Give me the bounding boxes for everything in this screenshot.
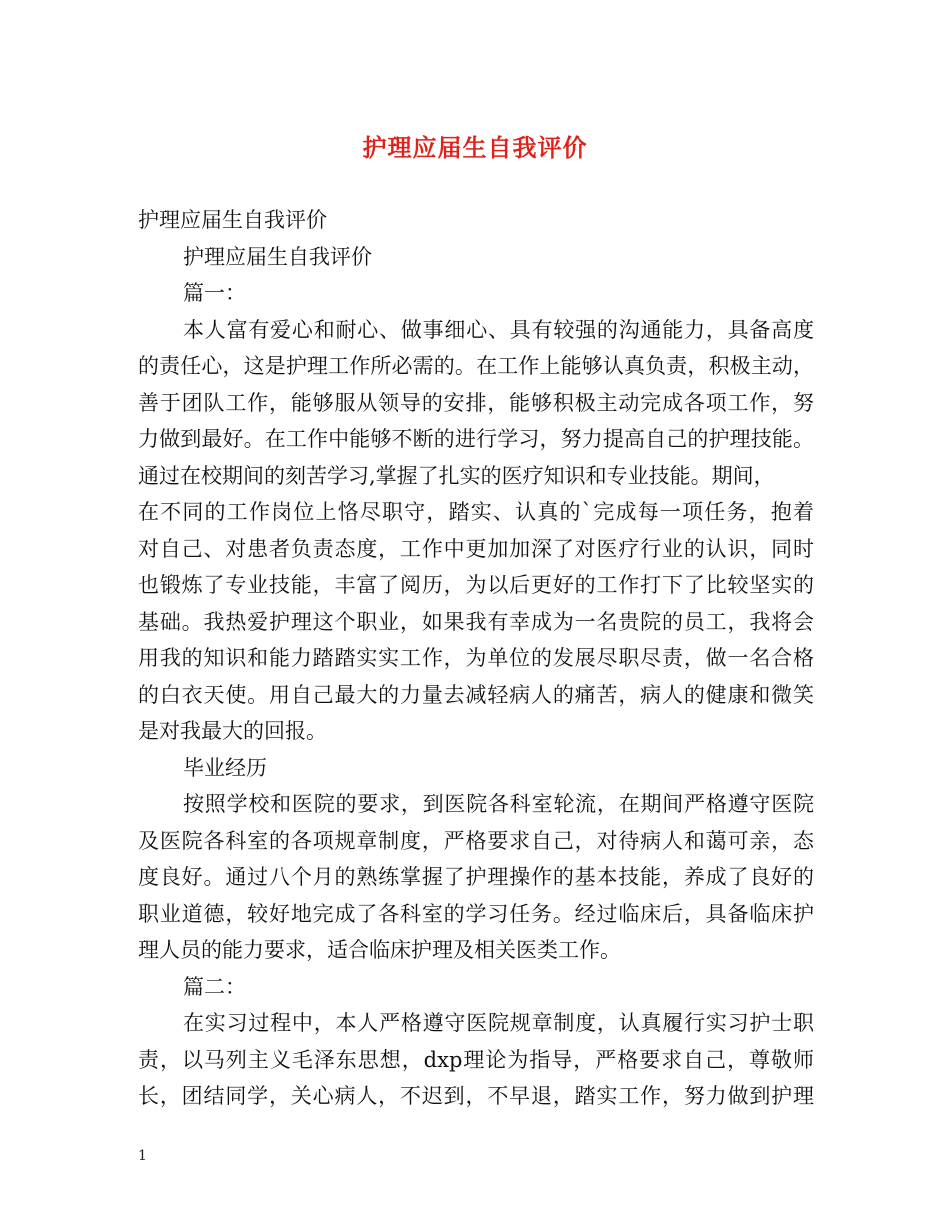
text-line: 的责任心，这是护理工作所必需的。在工作上能够认真负责，积极主动， <box>138 354 814 378</box>
text-line: 通过在校期间的刻苦学习,掌握了扎实的医疗知识和专业技能。期间， <box>138 463 775 488</box>
text-line: 也锻炼了专业技能，丰富了阅历，为以后更好的工作打下了比较坚实的 <box>138 573 814 597</box>
text-line: 长，团结同学，关心病人，不迟到，不早退，踏实工作，努力做到护理 <box>138 1084 814 1108</box>
document-body <box>138 202 814 1115</box>
text-line: 用我的知识和能力踏踏实实工作，为单位的发展尽职尽责，做一名合格 <box>138 646 814 670</box>
text-line: 按照学校和医院的要求，到医院各科室轮流，在期间严格遵守医院 <box>183 792 814 816</box>
text-line: 护理应届生自我评价 <box>183 244 372 269</box>
text-line: 力做到最好。在工作中能够不断的进行学习，努力提高自己的护理技能。 <box>138 427 814 451</box>
page-number: 1 <box>138 1148 147 1164</box>
text-line: 本人富有爱心和耐心、做事细心、具有较强的沟通能力，具备高度 <box>183 317 814 342</box>
text-line: 及医院各科室的各项规章制度，严格要求自己，对待病人和蔼可亲，态 <box>138 828 814 853</box>
text-line: 对自己、对患者负责态度，工作中更加加深了对医疗行业的认识，同时 <box>138 536 814 561</box>
text-line: 毕业经历 <box>183 755 267 780</box>
text-line: 责，以马列主义毛泽东思想，dxp理论为指导，严格要求自己，尊敬师 <box>138 1047 814 1072</box>
text-line: 篇一： <box>183 281 246 305</box>
text-line: 的白衣天使。用自己最大的力量去减轻病人的痛苦，病人的健康和微笑 <box>138 682 814 707</box>
text-line: 基础。我热爱护理这个职业，如果我有幸成为一名贵院的员工，我将会 <box>138 609 814 634</box>
text-line: 在不同的工作岗位上恪尽职守，踏实、认真的`完成每一项任务，抱着 <box>138 500 814 524</box>
text-line: 篇二： <box>183 974 246 999</box>
text-line: 在实习过程中，本人严格遵守医院规章制度，认真履行实习护士职 <box>183 1011 814 1035</box>
text-line: 是对我最大的回报。 <box>138 719 327 743</box>
document-title: 护理应届生自我评价 <box>362 133 588 162</box>
text-line: 护理应届生自我评价 <box>138 208 327 232</box>
text-line: 善于团队工作，能够服从领导的安排，能够积极主动完成各项工作，努 <box>138 390 814 415</box>
text-line: 理人员的能力要求，适合临床护理及相关医类工作。 <box>138 938 621 962</box>
text-line: 度良好。通过八个月的熟练掌握了护理操作的基本技能，养成了良好的 <box>138 865 814 889</box>
text-line: 职业道德，较好地完成了各科室的学习任务。经过临床后，具备临床护 <box>138 901 814 926</box>
